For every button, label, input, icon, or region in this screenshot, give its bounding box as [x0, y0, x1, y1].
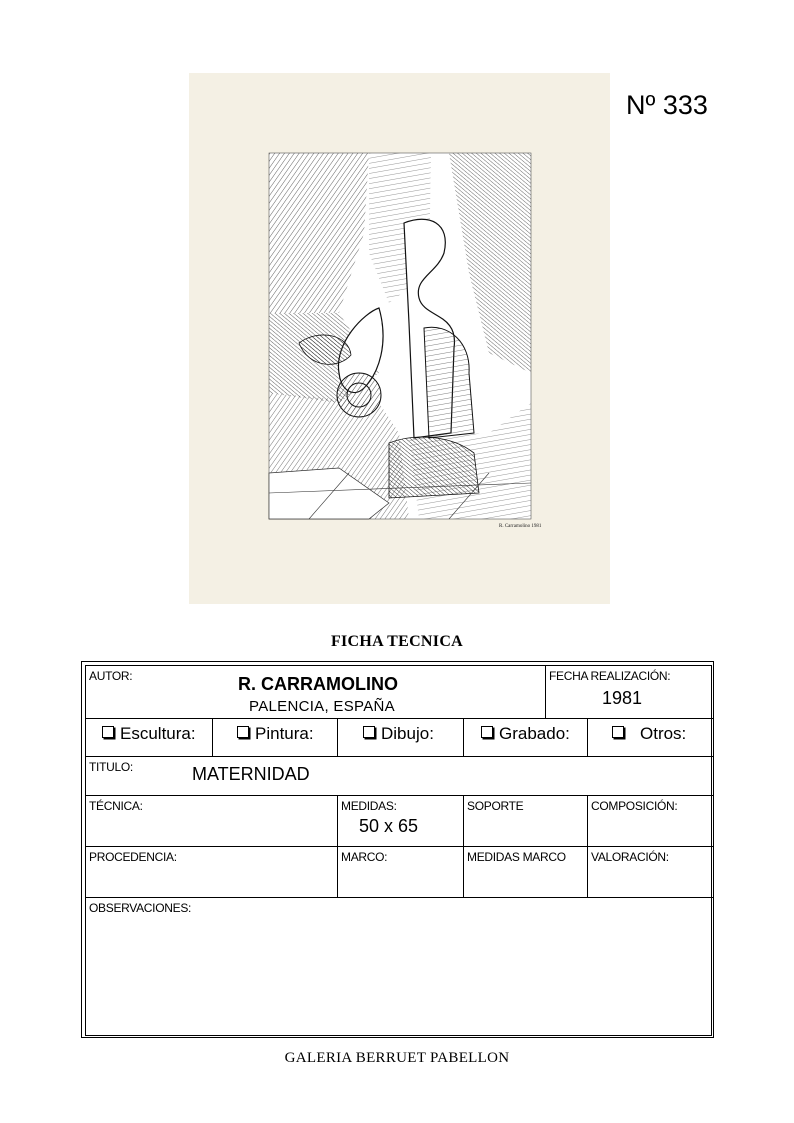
escultura-option[interactable]: [86, 719, 213, 757]
catalog-number: Nº 333: [626, 90, 708, 120]
marco-cell: [338, 847, 464, 898]
fecha-cell: [546, 666, 713, 719]
tecnica-cell: [86, 796, 338, 847]
medidas-label: MEDIDAS:: [341, 799, 397, 813]
fecha-label: FECHA REALIZACIÓN:: [549, 669, 671, 683]
composicion-cell: [588, 796, 713, 847]
otros-label: Otros:: [640, 724, 687, 743]
otros-option[interactable]: [588, 719, 713, 757]
autor-name: R. CARRAMOLINO: [238, 674, 398, 694]
titulo-label: TITULO:: [89, 760, 133, 774]
footer-gallery-name: GALERIA BERRUET PABELLON: [284, 1050, 510, 1066]
ficha-title: FICHA TECNICA: [330, 633, 464, 650]
autor-cell: [86, 666, 546, 719]
grabado-label: Grabado:: [499, 724, 570, 743]
tecnica-label: TÉCNICA:: [89, 799, 143, 813]
fecha-value: 1981: [602, 688, 643, 708]
pintura-label: Pintura:: [255, 724, 314, 743]
autor-label: AUTOR:: [89, 669, 133, 683]
procedencia-label: PROCEDENCIA:: [89, 850, 177, 864]
dibujo-checkbox[interactable]: [363, 726, 375, 738]
autor-location: PALENCIA, ESPAÑA: [249, 698, 395, 715]
grabado-checkbox[interactable]: [481, 726, 493, 738]
technical-sheet: [81, 661, 714, 1038]
dibujo-option[interactable]: [338, 719, 464, 757]
pintura-checkbox[interactable]: [237, 726, 249, 738]
otros-checkbox[interactable]: [612, 726, 624, 738]
observaciones-cell: [86, 898, 713, 1037]
valoracion-label: VALORACIÓN:: [591, 850, 669, 864]
artwork-image: [189, 73, 610, 604]
medidas-value: 50 x 65: [359, 816, 419, 836]
titulo-value: MATERNIDAD: [192, 764, 310, 784]
composicion-label: COMPOSICIÓN:: [591, 799, 678, 813]
soporte-label: SOPORTE: [467, 799, 524, 813]
medidas-cell: [338, 796, 464, 847]
artwork-drawing: [189, 73, 610, 604]
procedencia-cell: [86, 847, 338, 898]
titulo-cell: [86, 757, 713, 796]
dibujo-label: Dibujo:: [381, 724, 434, 743]
medidas-marco-cell: [464, 847, 588, 898]
observaciones-label: OBSERVACIONES:: [89, 901, 192, 915]
medidas-marco-label: MEDIDAS MARCO: [467, 850, 566, 864]
artwork-signature: R. Carramolino 1981: [499, 524, 542, 529]
grabado-option[interactable]: [464, 719, 588, 757]
valoracion-cell: [588, 847, 713, 898]
pintura-option[interactable]: [213, 719, 338, 757]
marco-label: MARCO:: [341, 850, 388, 864]
escultura-checkbox[interactable]: [102, 726, 114, 738]
soporte-cell: [464, 796, 588, 847]
escultura-label: Escultura:: [120, 724, 196, 743]
